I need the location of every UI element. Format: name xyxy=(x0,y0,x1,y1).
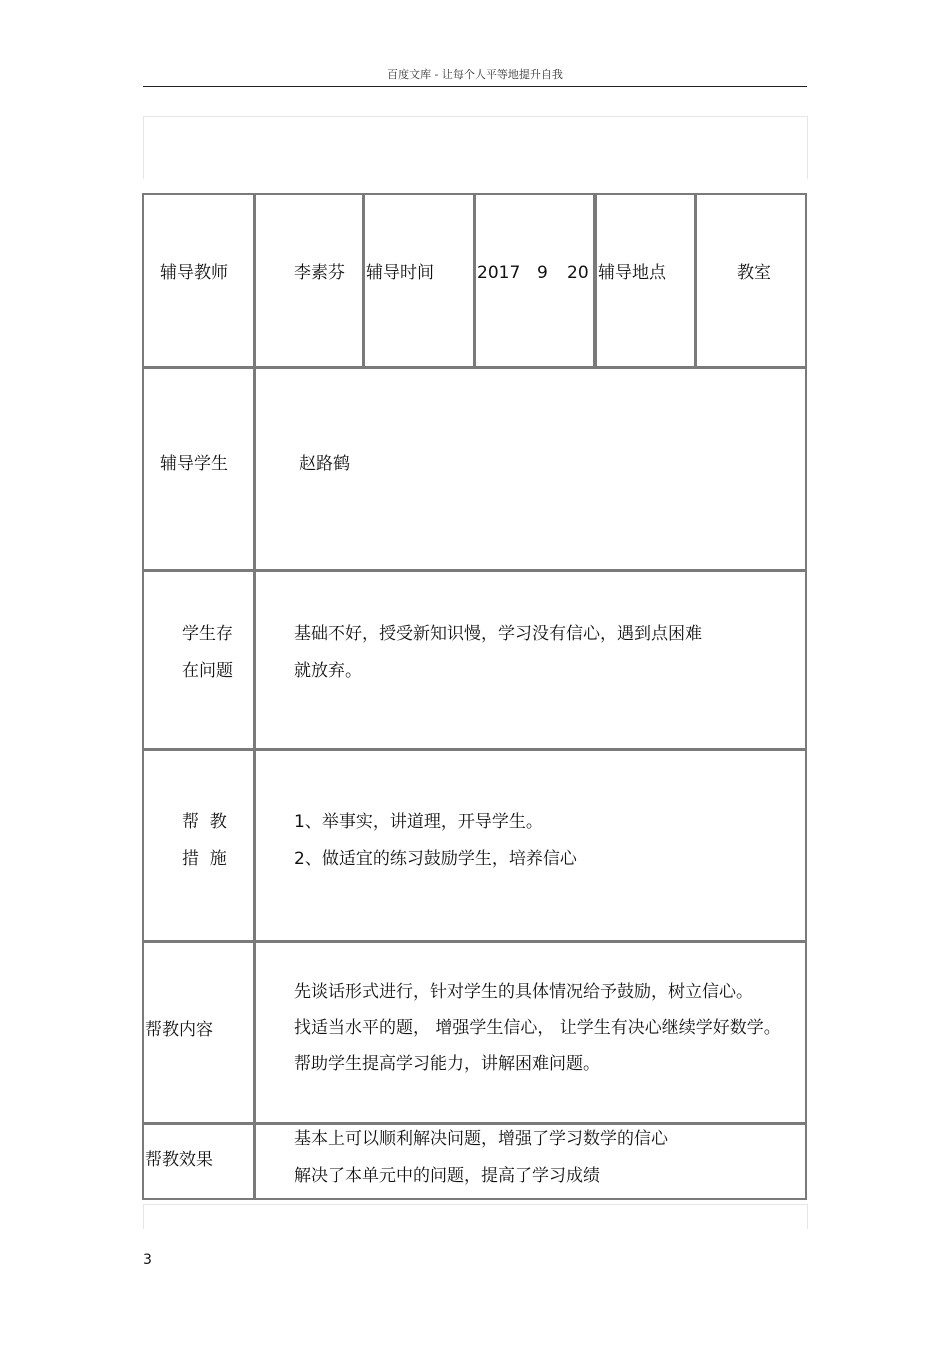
date-month: 9 xyxy=(537,263,548,283)
measures-line1: 1、举事实，讲道理，开导学生。 xyxy=(294,812,543,832)
place-label: 辅导地点 xyxy=(598,263,666,283)
page-header: 百度文库 - 让每个人平等地提升自我 xyxy=(387,68,563,81)
content-line2: 找适当水平的题， 增强学生信心， 让学生有决心继续学好数学。 xyxy=(294,1018,781,1038)
content-label-cell xyxy=(142,941,255,1124)
page-number: 3 xyxy=(143,1252,152,1268)
student-label: 辅导学生 xyxy=(160,454,228,474)
date-day: 20 xyxy=(567,263,589,283)
content-line1: 先谈话形式进行，针对学生的具体情况给予鼓励，树立信心。 xyxy=(294,982,753,1002)
content-text-cell xyxy=(254,941,807,1124)
content-label: 帮教内容 xyxy=(145,1020,213,1040)
place-value: 教室 xyxy=(737,263,771,283)
student-value: 赵路鹤 xyxy=(299,454,350,474)
measures-label-line1: 帮 教 xyxy=(182,812,227,832)
date-year: 2017 xyxy=(477,263,521,283)
student-label-cell xyxy=(142,367,255,571)
time-label: 辅导时间 xyxy=(366,263,434,283)
effect-label: 帮教效果 xyxy=(145,1150,213,1170)
student-value-cell xyxy=(254,367,807,571)
place-value-cell xyxy=(695,193,807,368)
place-label-cell xyxy=(595,193,696,368)
problem-label-line2: 在问题 xyxy=(182,661,233,681)
teacher-value: 李素芬 xyxy=(294,263,345,283)
measures-content-cell xyxy=(254,749,807,942)
measures-label-line2: 措 施 xyxy=(182,849,227,869)
effect-line2: 解决了本单元中的问题，提高了学习成绩 xyxy=(294,1166,600,1186)
date-value-cell xyxy=(474,193,595,368)
header-divider xyxy=(143,86,807,87)
measures-line2: 2、做适宜的练习鼓励学生，培养信心 xyxy=(294,849,577,869)
problem-content-cell xyxy=(254,570,807,750)
effect-text-cell xyxy=(254,1123,807,1200)
teacher-value-cell xyxy=(254,193,364,368)
problem-label-cell xyxy=(142,570,255,750)
tutoring-record-table xyxy=(142,193,807,1200)
problem-line1: 基础不好，授受新知识慢，学习没有信心，遇到点困难 xyxy=(294,624,702,644)
problem-line2: 就放弃。 xyxy=(294,661,362,681)
teacher-label: 辅导教师 xyxy=(160,263,228,283)
effect-line1: 基本上可以顺利解决问题，增强了学习数学的信心 xyxy=(294,1129,668,1149)
time-label-cell xyxy=(363,193,475,368)
next-table-remnant xyxy=(143,1204,808,1229)
effect-label-cell xyxy=(142,1123,255,1200)
problem-label-line1: 学生存 xyxy=(182,624,233,644)
teacher-label-cell xyxy=(142,193,255,368)
content-line3: 帮助学生提高学习能力，讲解困难问题。 xyxy=(294,1054,600,1074)
previous-table-remnant xyxy=(143,116,808,179)
measures-label-cell xyxy=(142,749,255,942)
